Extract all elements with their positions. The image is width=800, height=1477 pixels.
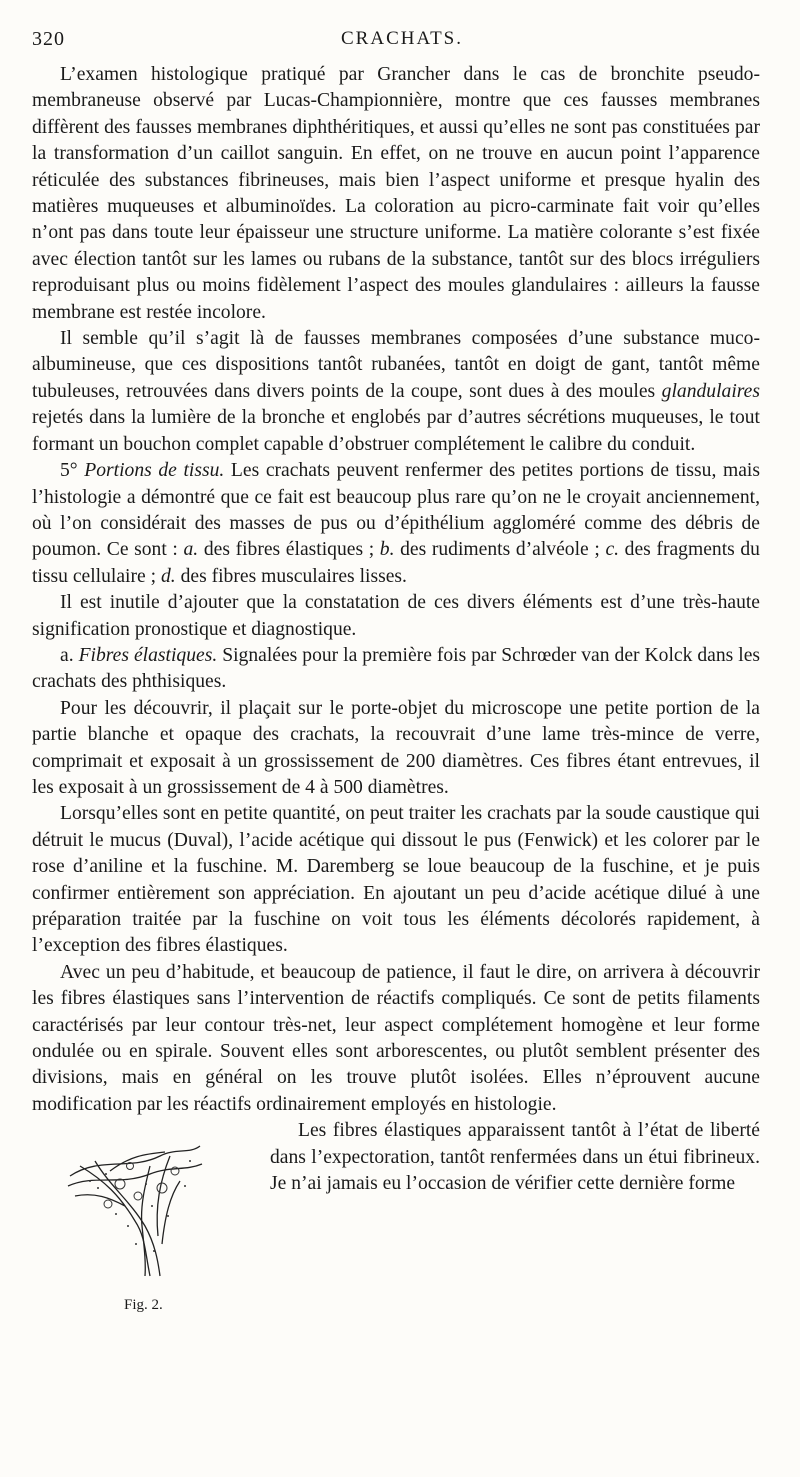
text-run: des fibres élastiques ; — [198, 539, 380, 561]
text-run: Signalées pour la première fois par Schrœder van der Kolck dans les crachats des phthisiques. — [32, 644, 761, 693]
running-header — [32, 28, 772, 56]
text-run: Avec un peu d’habitude, et beaucoup de patience, il faut le dire, on arrivera à découvrir les fibres élastiques sans l’intervention de réactifs compliqués. Ce sont de petits filaments caractérisés par leur contour très-net, leur aspect complétement homogène et leur forme ondulée ou en spirale. Souvent elles sont arborescentes, ou plutôt semblent présenter des divisions, mais en général on les trouve plutôt isolées. Elles n’éprouvent aucune modification par les réactifs ordinairement employés en histologie. — [32, 961, 760, 1115]
list-letter: d. — [160, 565, 176, 587]
body-text — [32, 62, 760, 1342]
list-letter: a. — [183, 539, 199, 561]
emphasis: glandulaires — [661, 380, 760, 402]
subsection-letter: a. — [60, 644, 79, 666]
elastic-fibres-illustration — [50, 1126, 210, 1286]
paragraph: Lorsqu’elles sont en petite quantité, on peut traiter les crachats par la soude caustique qui détruit le mucus (Duval), l’acide acétique qui dissout le pus (Fenwick) et les colorer par le rose d’aniline et la fuschine. M. Daremberg se loue beaucoup de la fuschine, et je puis confirmer entièrement son appréciation. En ajoutant un peu d’acide acétique dilué à une préparation traitée par la fuschine on voit tous les éléments décolorés rapidement, à l’exception des fibres élastiques. — [32, 803, 760, 957]
list-letter: c. — [605, 539, 620, 561]
running-title: CRACHATS. — [341, 28, 463, 49]
paragraph — [32, 960, 760, 1118]
text-run: rejetés dans la lumière de la bronche et englobés par d’autres sécrétions muqueuses, le tout formant un bouchon complet capable d’obstruer complétement le calibre du conduit. — [32, 407, 760, 455]
paragraph — [32, 326, 760, 458]
paragraph: Pour les découvrir, il plaçait sur le porte-objet du microscope une petite portion de la partie blanche et opaque des crachats, la recouvrait d’une lame très-mince de verre, comprimait et exposait à un grossissement de 200 diamètres. Ces fibres étant entrevues, il les exposait à un grossissement de 4 à 500 diamètres. — [32, 697, 760, 798]
section-number: 5° — [60, 460, 85, 482]
list-letter: b. — [379, 539, 395, 561]
paragraph: Il est inutile d’ajouter que la constatation de ces divers éléments est d’une très-haute signification pronostique et diagnostique. — [32, 592, 760, 640]
figure-caption: Fig. 2. — [124, 1297, 163, 1314]
subsection-heading: Fibres élastiques. — [78, 644, 218, 666]
paragraph: Les fibres élastiques apparaissent tantôt à l’état de liberté dans l’expectoration, tantôt renfermées dans un étui fibrineux. Je n’ai jamais eu l’occasion de vérifier cette dernière forme — [270, 1120, 760, 1195]
subsection-paragraph — [32, 643, 760, 696]
text-run: Il semble qu’il s’agit là de fausses membranes composées d’une substance muco-albumineuse, que ces dispositions tantôt rubanées, tantôt en doigt de gant, tantôt même tubuleuses, retrouvées dans divers points de la coupe, sont dues à des moules — [32, 328, 760, 402]
text-run: des fragments du tissu cellulaire ; — [32, 539, 760, 587]
figure-2 — [32, 1120, 258, 1342]
section-heading: Portions de tissu. — [84, 460, 225, 482]
paragraph: L’examen histologique pratiqué par Grancher dans le cas de bronchite pseudo-membraneuse observé par Lucas-Championnière, montre que ces fausses membranes diffèrent des fausses membranes diphthéritiques, et aussi qu’elles ne sont pas constituées par la transformation d’un caillot sanguin. En effet, on ne trouve en aucun point l’apparence réticulée des substances fibrineuses, mais bien l’aspect uniforme et presque hyalin des matières muqueuses et albuminoïdes. La coloration au picro-carminate fait voir qu’elles n’ont pas dans toute leur épaisseur une structure uniforme. La matière colorante s’est fixée avec élection tantôt sur les lames ou rubans de la substance, tantôt sur des blocs irréguliers reproduisant plus ou moins fidèlement l’aspect des moules glandulaires : ailleurs la fausse membrane est restée incolore. — [32, 64, 760, 323]
text-run: des rudiments d’alvéole ; — [394, 539, 606, 561]
text-run: Les crachats peuvent renfermer des petites portions de tissu, mais l’histologie a démontré que ce fait est beaucoup plus rare qu’on ne le croyait anciennement, où l’on considérait des masses de pus ou d’épithélium aggloméré comme des débris de poumon. Ce sont : — [32, 460, 761, 561]
page-number: 320 — [32, 28, 65, 50]
text-run: des fibres musculaires lisses. — [175, 565, 407, 587]
section-paragraph — [32, 458, 760, 590]
